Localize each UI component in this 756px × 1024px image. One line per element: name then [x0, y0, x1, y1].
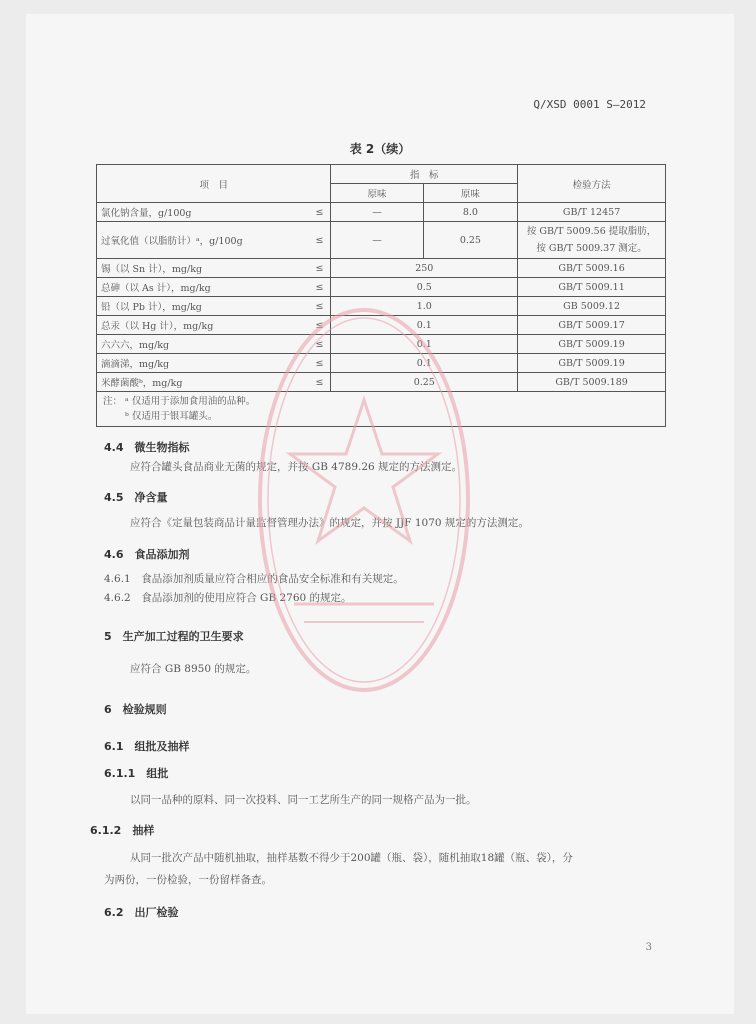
- section-6-1-heading: 6.1 组批及抽样: [104, 740, 190, 753]
- section-4-5-text: 应符合《定量包装商品计量监督管理办法》的规定，并按 JJF 1070 规定的方法测定。: [130, 517, 529, 529]
- row-item: 六六六，mg/kg: [97, 335, 309, 354]
- row-method: GB 5009.12: [518, 297, 666, 316]
- header-sub2: 原味: [423, 184, 518, 203]
- row-item: 总砷（以 As 计），mg/kg: [97, 278, 309, 297]
- note-a: ᵃ 仅适用于添加食用油的品种。: [125, 396, 256, 407]
- row-method: GB/T 5009.11: [518, 278, 666, 297]
- row-symbol: ≤: [309, 259, 331, 278]
- row-item: 过氧化值（以脂肪计）ᵃ，g/100g: [97, 222, 309, 259]
- section-4-5-heading: 4.5 净含量: [104, 491, 168, 504]
- table-row: [97, 316, 666, 335]
- row-item: 铅（以 Pb 计），mg/kg: [97, 297, 309, 316]
- section-4-6-1: 4.6.1 食品添加剂质量应符合相应的食品安全标准和有关规定。: [104, 573, 404, 585]
- row-symbol: ≤: [309, 316, 331, 335]
- row-item: 氯化钠含量，g/100g: [97, 203, 309, 222]
- row-method: GB/T 12457: [518, 203, 666, 222]
- section-4-6-heading: 4.6 食品添加剂: [104, 548, 190, 561]
- table-row: [97, 259, 666, 278]
- row-value: 0.1: [331, 354, 518, 373]
- section-4-4-text: 应符合罐头食品商业无菌的规定，并按 GB 4789.26 规定的方法测定。: [130, 461, 463, 473]
- section-6-1-1-heading: 6.1.1 组批: [104, 767, 169, 780]
- table-row: [97, 203, 666, 222]
- row-symbol: ≤: [309, 354, 331, 373]
- header-method: 检验方法: [518, 165, 666, 203]
- page-number: 3: [645, 942, 652, 953]
- row-item: 锡（以 Sn 计），mg/kg: [97, 259, 309, 278]
- note-label: 注：: [103, 396, 123, 407]
- table-row: [97, 354, 666, 373]
- table-row: [97, 278, 666, 297]
- header-indicator: 指 标: [331, 165, 518, 184]
- section-5-heading: 5 生产加工过程的卫生要求: [104, 630, 244, 643]
- note-b: ᵇ 仅适用于银耳罐头。: [125, 411, 218, 422]
- header-item: 项 目: [97, 165, 331, 203]
- standard-code: Q/XSD 0001 S—2012: [533, 98, 646, 111]
- row-value: 1.0: [331, 297, 518, 316]
- section-6-1-2-text-line-1: 从同一批次产品中随机抽取，抽样基数不得少于200罐（瓶、袋），随机抽取18罐（瓶、袋），分: [130, 852, 573, 864]
- table-caption: 表 2（续）: [349, 142, 411, 156]
- row-value-1: —: [331, 203, 423, 222]
- row-method: [518, 222, 666, 259]
- row-method: GB/T 5009.19: [518, 335, 666, 354]
- row-value-1: —: [331, 222, 423, 259]
- section-5-text: 应符合 GB 8950 的规定。: [130, 663, 257, 675]
- row-symbol: ≤: [309, 373, 331, 392]
- row-method: GB/T 5009.19: [518, 354, 666, 373]
- section-6-1-2-text-line-2: 为两份，一份检验，一份留样备查。: [104, 874, 272, 886]
- section-4-6-2: 4.6.2 食品添加剂的使用应符合 GB 2760 的规定。: [104, 592, 352, 604]
- header-sub1: 原味: [331, 184, 423, 203]
- table-note-row: [97, 392, 666, 427]
- row-value: 0.25: [331, 373, 518, 392]
- row-symbol: ≤: [309, 335, 331, 354]
- table-row: [97, 222, 666, 259]
- row-symbol: ≤: [309, 278, 331, 297]
- row-value-2: 0.25: [423, 222, 518, 259]
- row-symbol: ≤: [309, 203, 331, 222]
- row-symbol: ≤: [309, 297, 331, 316]
- section-4-4-heading: 4.4 微生物指标: [104, 441, 190, 454]
- section-6-2-heading: 6.2 出厂检验: [104, 906, 179, 919]
- row-symbol: ≤: [309, 222, 331, 259]
- table-row: [97, 373, 666, 392]
- row-method: GB/T 5009.189: [518, 373, 666, 392]
- row-item: 滴滴涕，mg/kg: [97, 354, 309, 373]
- row-method: GB/T 5009.16: [518, 259, 666, 278]
- row-item: 总汞（以 Hg 计），mg/kg: [97, 316, 309, 335]
- row-value-2: 8.0: [423, 203, 518, 222]
- row-value: 0.1: [331, 316, 518, 335]
- row-value: 0.5: [331, 278, 518, 297]
- row-item: 米酵菌酸ᵇ，mg/kg: [97, 373, 309, 392]
- document-page: [26, 14, 734, 1014]
- row-method-line-1: 按 GB/T 5009.56 提取脂肪，: [526, 226, 657, 237]
- table-row: [97, 297, 666, 316]
- row-method: GB/T 5009.17: [518, 316, 666, 335]
- table-row: [97, 335, 666, 354]
- section-6-1-2-heading: 6.1.2 抽样: [90, 824, 155, 837]
- row-value: 250: [331, 259, 518, 278]
- row-value: 0.1: [331, 335, 518, 354]
- table-note: [97, 392, 666, 427]
- section-6-1-1-text: 以同一品种的原料、同一次投料、同一工艺所生产的同一规格产品为一批。: [130, 794, 477, 806]
- row-method-line-2: 按 GB/T 5009.37 测定。: [536, 243, 647, 254]
- spec-table: [96, 164, 666, 427]
- section-6-heading: 6 检验规则: [104, 703, 167, 716]
